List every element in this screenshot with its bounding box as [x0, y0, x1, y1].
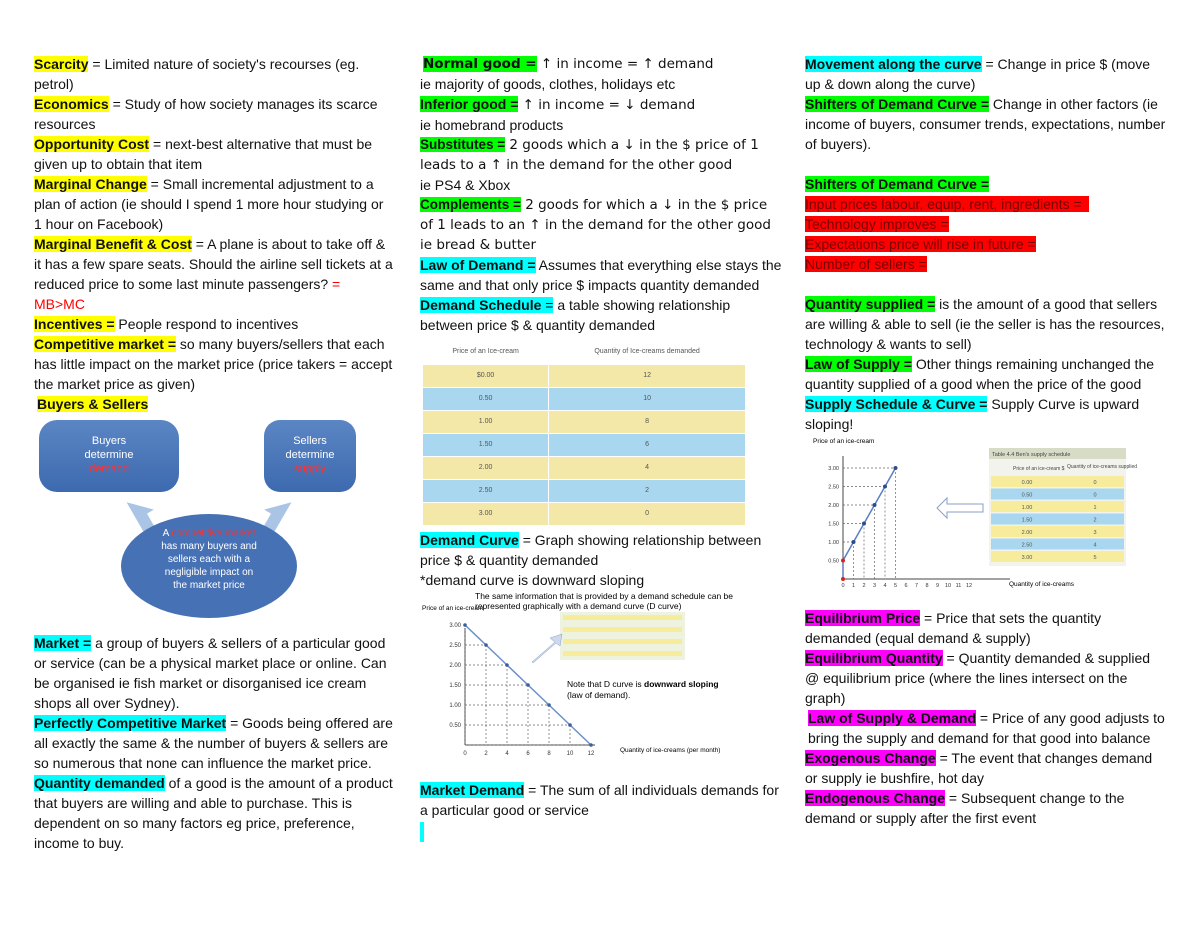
term-endogenous: Endogenous Change: [805, 790, 945, 806]
supply-point: [894, 466, 898, 470]
supply-x-ticks: [841, 583, 972, 589]
def-text: is the amount of a good that sellers are willing & able to sell (ie the seller is has the resources, technology & wants to sell): [805, 296, 1165, 352]
demand-graph: [420, 590, 782, 770]
demand-schedule-table-wrap: [422, 339, 746, 526]
supply-table-row: [991, 551, 1124, 562]
supply-x-label: Quantity of ice-creams: [1009, 581, 1075, 588]
def-text: = Graph showing relationship between price $ & quantity demanded: [420, 532, 762, 568]
center-line-4: the market price: [173, 580, 245, 591]
y-tick-label: 0.50: [449, 723, 461, 729]
def-text: = Goods being offered are all exactly the same & the number of buyers & sellers are so numerous that none can influence the market price.: [34, 715, 393, 771]
term-scarcity: Scarcity: [34, 56, 89, 72]
def-quantity-demanded: [34, 773, 394, 853]
shifter-item: [805, 234, 1167, 254]
demand-note-line2: (law of demand).: [567, 690, 631, 700]
supply-table-row: [991, 514, 1124, 525]
x-tick-label: 10: [566, 751, 574, 757]
shifter-text: Technology improves =: [805, 216, 949, 232]
supply-y-ticks: [828, 466, 839, 565]
def-text: = Subsequent change to the demand or supply after the first event: [805, 790, 1125, 826]
demand-note-line1: [567, 679, 719, 689]
table-row: [423, 480, 746, 503]
supply-cell: 0.00: [1021, 480, 1033, 486]
term-marginal-benefit: Marginal Benefit & Cost: [34, 236, 192, 252]
note-b: downward sloping: [644, 679, 719, 689]
supply-point: [841, 577, 845, 581]
y-tick-label: 3.00: [828, 466, 839, 472]
supply-cell: 2.50: [1021, 542, 1033, 549]
term-substitutes: Substitutes =: [420, 137, 506, 152]
supply-cell: 2.00: [1021, 530, 1033, 536]
demand-x-ticks: [463, 751, 595, 757]
x-tick-label: 11: [955, 583, 962, 589]
supply-table-row: [991, 489, 1124, 500]
term-movement: Movement along the curve: [805, 56, 982, 72]
substitutes-note: ie PS4 & Xbox: [420, 177, 511, 193]
supply-cell: 4: [1093, 542, 1097, 549]
sellers-line-1: Sellers: [293, 435, 327, 447]
y-tick-label: 1.00: [828, 540, 839, 546]
def-law-of-supply: [805, 354, 1167, 394]
table-row: [423, 388, 746, 411]
term-law-of-supply: Law of Supply =: [805, 356, 912, 372]
supply-point: [852, 540, 856, 544]
table-row: [423, 365, 746, 388]
cell: 2.00: [423, 457, 549, 480]
x-tick-label: 8: [925, 583, 929, 589]
def-text: = Price that sets the quantity demanded (equal demand & supply): [805, 610, 1102, 646]
def-substitutes: [420, 135, 782, 175]
def-text: so many buyers/sellers that each has little impact on the market price (price takers = accept the market price as given): [34, 336, 393, 392]
def-incentives: [34, 314, 394, 334]
arrow-icon: [532, 634, 562, 663]
center-a: A: [162, 528, 172, 539]
buyers-demand: demand: [89, 463, 129, 475]
def-text: = Limited nature of society's recourses (eg. petrol): [34, 56, 360, 92]
x-tick-label: 2: [484, 751, 488, 757]
sellers-line-2: determine: [285, 449, 335, 461]
y-tick-label: 1.50: [828, 521, 839, 528]
x-tick-label: 5: [893, 583, 898, 589]
term-demand-curve: Demand Curve: [420, 532, 519, 548]
def-normal-good: [420, 54, 782, 74]
def-text: = Price of any good adjusts to bring the supply and demand for that good into balance: [808, 710, 1165, 746]
inferior-good-note: ie homebrand products: [420, 117, 564, 133]
def-text: of a good is the amount of a product that buyers are willing and able to purchase. This is dependent on so many factors eg price, preference, income to buy.: [34, 775, 393, 851]
def-text: = The event that changes demand or supply ie bushfire, hot day: [805, 750, 1153, 786]
table-row: [423, 457, 746, 480]
buyers-line-1: Buyers: [91, 435, 127, 447]
demand-point: [505, 663, 509, 667]
cell: 1.50: [423, 434, 549, 457]
term-exogenous: Exogenous Change: [805, 750, 936, 766]
def-perfectly-competitive: [34, 713, 394, 773]
demand-point: [463, 623, 467, 627]
supply-table-row: [991, 476, 1124, 487]
x-tick-label: 9: [935, 583, 940, 589]
term-economics: Economics: [34, 96, 109, 112]
supply-table-header: Quantity of ice-creams supplied: [1067, 464, 1138, 470]
x-axis-label: Quantity of ice-creams (per month): [620, 747, 721, 754]
def-quantity-supplied: [805, 294, 1167, 354]
supply-graph-svg: [805, 434, 1145, 602]
supply-cell: 3.00: [1021, 555, 1033, 561]
supply-table-row: [991, 539, 1124, 550]
def-supply-schedule: [805, 394, 1167, 434]
supply-y-label: Price of an ice-cream: [813, 438, 875, 445]
def-demand-schedule: [420, 295, 782, 335]
supply-table-row: [991, 501, 1124, 512]
shifter-item: [805, 214, 1167, 234]
def-text: Supply Curve is upward sloping!: [805, 396, 1140, 432]
def-text: = A plane is about to take off & it has a few spare seats. Should the airline sell tickets at a reduced price to some last minute passengers?: [34, 236, 393, 292]
demand-y-ticks: [449, 623, 461, 729]
supply-table-title: Table 4.4 Ben's supply schedule: [992, 452, 1071, 458]
y-tick-label: 2.50: [828, 484, 839, 491]
column-3: [805, 54, 1167, 828]
def-text: = Study of how society manages its scarce resources: [34, 96, 378, 132]
supply-point: [862, 522, 866, 526]
def-exogenous: [805, 748, 1167, 788]
demand-graph-svg: [420, 590, 760, 770]
term-normal-good: Normal good =: [423, 56, 537, 72]
demand-point: [484, 643, 488, 647]
term-marginal-change: Marginal Change: [34, 176, 147, 192]
cell: 4: [549, 457, 746, 480]
y-tick-label: 3.00: [449, 623, 461, 629]
term-quantity-supplied: Quantity supplied =: [805, 296, 936, 312]
def-text: ↑ in income = ↑ demand: [536, 56, 714, 72]
center-line-0: [163, 528, 256, 539]
def-market-demand: [420, 780, 782, 820]
text-cursor: [420, 822, 424, 842]
def-complements: [420, 195, 782, 255]
def-inferior-good: [420, 94, 782, 115]
def-marginal-change: [34, 174, 394, 234]
cell: 3.00: [423, 503, 549, 526]
shifter-item: [805, 194, 1167, 214]
def-endogenous: [805, 788, 1167, 828]
def-law-supply-demand: [805, 708, 1167, 748]
y-tick-label: 1.00: [449, 703, 461, 709]
table-header: Quantity of Ice-creams demanded: [549, 340, 746, 365]
def-law-of-demand: [420, 255, 782, 295]
y-axis-label: Price of an ice-cream: [422, 605, 484, 612]
center-line-1: has many buyers and: [161, 541, 257, 552]
y-tick-label: 1.50: [449, 683, 461, 689]
shifter-text: Expectations price will rise in future =: [805, 236, 1036, 252]
table-row: [423, 411, 746, 434]
term-law-supply-demand: Law of Supply & Demand: [808, 710, 977, 726]
y-tick-label: 2.00: [828, 503, 839, 509]
note-a: Note that D curve is: [567, 679, 645, 689]
term-shifters-demand: Shifters of Demand Curve =: [805, 96, 989, 112]
buyers-sellers-heading: Buyers & Sellers: [37, 396, 149, 412]
x-tick-label: 4: [883, 583, 887, 589]
def-market: [34, 633, 394, 713]
def-equilibrium-quantity: [805, 648, 1167, 708]
x-tick-label: 10: [944, 583, 952, 589]
term-perfectly-competitive: Perfectly Competitive Market: [34, 715, 227, 731]
def-text: a table showing relationship between price $ & quantity demanded: [420, 297, 731, 333]
cell: 10: [549, 388, 746, 411]
def-competitive-market: [34, 334, 394, 394]
cell: 0.50: [423, 388, 549, 411]
demand-point: [526, 683, 530, 687]
x-tick-label: 12: [587, 751, 595, 757]
supply-points: [841, 466, 898, 581]
term-market-demand: Market Demand: [420, 782, 525, 798]
cell: 0: [549, 503, 746, 526]
supply-cell: 1: [1093, 505, 1097, 511]
buyers-sellers-heading-row: [34, 394, 394, 414]
def-text: = next-best alternative that must be given up to obtain that item: [34, 136, 373, 172]
y-tick-label: 0.50: [828, 558, 839, 565]
supply-cell: 0: [1093, 480, 1097, 486]
term-competitive-market: Competitive market =: [34, 336, 176, 352]
eq-sign: =: [541, 297, 554, 313]
center-line-2: sellers each with a: [167, 554, 251, 565]
def-text: ↑ in income = ↓ demand: [518, 97, 696, 113]
shifters-2-heading-row: [805, 174, 1167, 194]
term-complements: Complements =: [420, 197, 521, 212]
def-text: 2 goods for which a ↓ in the $ price of 1 leads to an ↑ in the demand for the other good ie bread & butter: [420, 197, 771, 253]
demand-curve-note: *demand curve is downward sloping: [420, 572, 645, 588]
center-red: competitive market: [171, 528, 256, 539]
def-text: 2 goods which a ↓ in the $ price of 1 leads to a ↑ in the demand for the other good: [420, 137, 759, 173]
supply-table-row: [991, 526, 1124, 537]
def-text: = Change in price $ (move up & down along the curve): [805, 56, 1151, 92]
arrow-left-icon: [937, 498, 983, 518]
x-tick-label: 12: [965, 583, 973, 589]
normal-good-note: ie majority of goods, clothes, holidays etc: [420, 76, 676, 92]
x-tick-label: 2: [862, 583, 866, 589]
cell: 12: [549, 365, 746, 388]
x-tick-label: 1: [851, 583, 856, 589]
def-opportunity-cost: [34, 134, 394, 174]
x-tick-label: 4: [505, 751, 509, 757]
center-line-3: negligible impact on: [164, 567, 254, 578]
cell: 2: [549, 480, 746, 503]
def-text: = Quantity demanded & supplied @ equilibrium price (where the lines intersect on the graph): [805, 650, 1151, 706]
demand-point: [568, 723, 572, 727]
supply-cell: 0.50: [1021, 492, 1033, 499]
y-tick-label: 2.00: [449, 663, 461, 669]
cell: 8: [549, 411, 746, 434]
def-text: People respond to incentives: [114, 316, 299, 332]
supply-guides: [843, 468, 896, 579]
x-tick-label: 7: [914, 583, 919, 589]
supply-point: [841, 559, 845, 563]
column-2: [420, 54, 782, 842]
supply-cell: 1.50: [1021, 517, 1033, 524]
term-opportunity-cost: Opportunity Cost: [34, 136, 150, 152]
mb-mc-note: = MB>MC: [34, 276, 341, 312]
cell: 2.50: [423, 480, 549, 503]
term-market: Market =: [34, 635, 92, 651]
x-tick-label: 3: [872, 583, 877, 589]
def-scarcity: [34, 54, 394, 94]
column-1: [34, 54, 394, 853]
shifter-text: Number of sellers =: [805, 256, 927, 272]
cell: 1.00: [423, 411, 549, 434]
cell: $0.00: [423, 365, 549, 388]
def-movement: [805, 54, 1167, 94]
supply-cell: 0: [1093, 492, 1097, 499]
table-row: [423, 503, 746, 526]
supply-point: [883, 485, 887, 489]
x-tick-label: 6: [904, 583, 908, 589]
term-quantity-demanded: Quantity demanded: [34, 775, 165, 791]
def-text: Change in other factors (ie income of buyers, consumer trends, expectations, number of buyers).: [805, 96, 1166, 152]
x-tick-label: 8: [547, 751, 551, 757]
shifter-item: [805, 254, 1167, 274]
supply-table-rows: [991, 476, 1124, 562]
def-shifters-demand: [805, 94, 1167, 154]
supply-cell: 3: [1093, 530, 1097, 536]
table-header: Price of an Ice-cream: [423, 340, 549, 365]
term-incentives: Incentives =: [34, 316, 115, 332]
buyers-line-2: determine: [84, 449, 134, 461]
def-text: = The sum of all individuals demands for a particular good or service: [420, 782, 779, 818]
buyers-sellers-diagram: [34, 418, 394, 623]
supply-table-header: Price of an ice-cream $: [1013, 466, 1065, 472]
supply-cell: 1.00: [1021, 505, 1033, 511]
supply-curve-line: [843, 468, 896, 579]
y-tick-label: 2.50: [449, 643, 461, 649]
graph-caption-1: The same information that is provided by a demand schedule can be: [475, 591, 733, 601]
term-inferior-good: Inferior good =: [420, 96, 519, 112]
demand-point: [547, 703, 551, 707]
supply-graph: [805, 434, 1167, 602]
demand-point: [589, 743, 593, 747]
def-marginal-benefit: [34, 234, 394, 314]
term-supply-schedule: Supply Schedule & Curve =: [805, 396, 988, 412]
def-demand-curve: [420, 530, 782, 570]
x-tick-label: 0: [841, 583, 845, 589]
x-tick-label: 0: [463, 751, 467, 757]
def-text: = Small incremental adjustment to a plan of action (ie should I spend 1 more hour studying or 1 hour on Facebook): [34, 176, 384, 232]
table-row: [423, 434, 746, 457]
term-demand-schedule: Demand Schedule: [420, 297, 542, 313]
def-equilibrium-price: [805, 608, 1167, 648]
term-equilibrium-price: Equilibrium Price: [805, 610, 921, 626]
demand-schedule-table: [422, 339, 746, 526]
shifter-text: Input prices labour, equip, rent, ingredients =: [805, 196, 1090, 212]
buyers-sellers-svg: [34, 418, 374, 623]
x-tick-label: 6: [526, 751, 530, 757]
cell: 6: [549, 434, 746, 457]
def-text: Assumes that everything else stays the same and that only price $ impacts quantity demanded: [420, 257, 782, 293]
supply-cell: 2: [1093, 517, 1097, 524]
supply-cell: 5: [1093, 555, 1097, 561]
def-text: a group of buyers & sellers of a particular good or service (can be a physical market place or online. Can be organised ie fish market or disorganised ice cream shops all over Sydney).: [34, 635, 387, 711]
shifters-2-heading: Shifters of Demand Curve =: [805, 176, 989, 192]
sellers-supply: supply: [294, 463, 326, 475]
def-text: Other things remaining unchanged the quantity supplied of a good when the price of the good: [805, 356, 1155, 392]
graph-caption-2: represented graphically with a demand curve (D curve): [475, 601, 682, 611]
supply-point: [873, 503, 877, 507]
term-equilibrium-quantity: Equilibrium Quantity: [805, 650, 943, 666]
def-economics: [34, 94, 394, 134]
term-law-of-demand: Law of Demand =: [420, 257, 536, 273]
